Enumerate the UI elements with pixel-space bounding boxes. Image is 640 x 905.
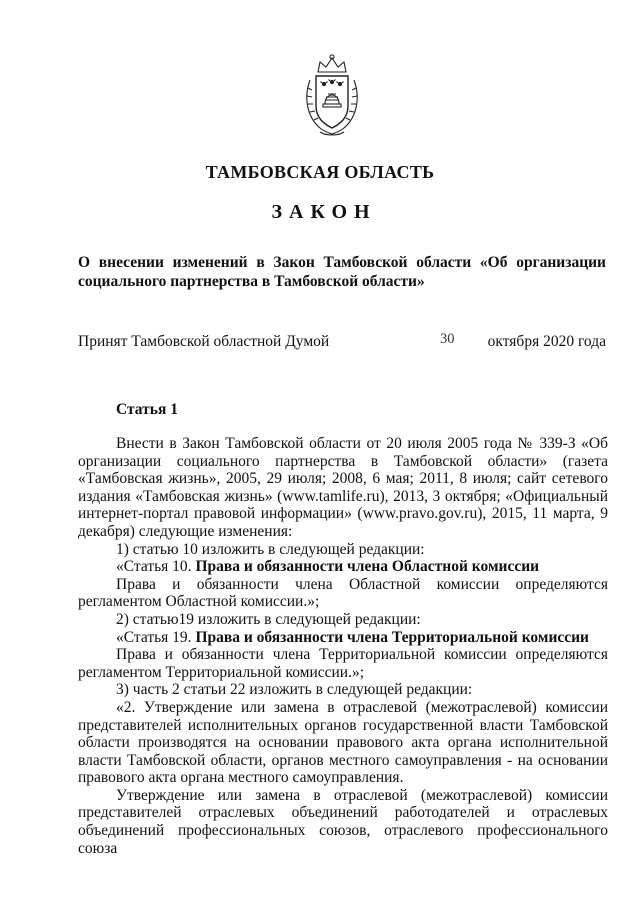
intro-paragraph: Внести в Закон Тамбовской области от 20 июля 2005 года № 339-З «Об организации социального партнерства в Тамбовской области» (газета «Тамбовская жизнь», 2005, 29 июля; 2008, 6 мая; 2011, 8 июля; сайт сетевого издания «Тамбовская жизнь» (www.tamlife.ru), 2013, 3 октября; «Официальный интернет-портал правовой информации» (www.pravo.gov.ru), 2015, 11 марта, 9 декабря) следующие изменения: (78, 435, 608, 540)
article-19-text: Права и обязанности члена Территориальной комиссии определяются регламентом Территориальной комиссии.»; (78, 646, 608, 681)
article-10-heading (78, 558, 608, 576)
coat-of-arms-emblem (300, 52, 364, 138)
item-2: 2) статью19 изложить в следующей редакции: (116, 610, 421, 628)
item-1: 1) статью 10 изложить в следующей редакции: (116, 540, 425, 558)
article-10-prefix: «Статья 10. (116, 558, 196, 576)
article-19-title: Права и обязанности члена Территориальной комиссии (195, 628, 589, 646)
article-heading: Статья 1 (116, 401, 178, 418)
law-heading: ЗАКОН (271, 201, 377, 223)
article-10-text: Права и обязанности члена Областной комиссии определяются регламентом Областной комиссии.»; (78, 575, 608, 611)
document-title: О внесении изменений в Закон Тамбовской области «Об организации социального партнерства в Тамбовской области» (78, 254, 606, 290)
article-10-title: Права и обязанности члена Областной комиссии (195, 558, 540, 576)
region-heading: ТАМБОВСКАЯ ОБЛАСТЬ (205, 162, 435, 182)
article-19-heading (78, 629, 608, 647)
article-body (78, 435, 608, 857)
item-3: 3) часть 2 статьи 22 изложить в следующей редакции: (116, 681, 473, 699)
adoption-day: 30 (440, 331, 455, 347)
article-19-prefix: «Статья 19. (116, 628, 196, 646)
adoption-line (78, 331, 606, 353)
part-2-paragraph-1: «2. Утверждение или замена в отраслевой (межотраслевой) комиссии представителей исполнительных органов государственной власти Тамбовской области производятся на основании правового акта органа исполнительной власти Тамбовской области, органов местного самоуправления - на основании правового акта органа местного самоуправления. (78, 698, 608, 787)
part-2-paragraph-2: Утверждение или замена в отраслевой (межотраслевой) комиссии представителей отраслевых объединений работодателей и отраслевых объединений профессиональных союзов, отраслевого профессионального союза (78, 786, 608, 857)
adoption-date: октября 2020 года (487, 333, 606, 350)
adoption-text: Принят Тамбовской областной Думой (78, 333, 330, 350)
